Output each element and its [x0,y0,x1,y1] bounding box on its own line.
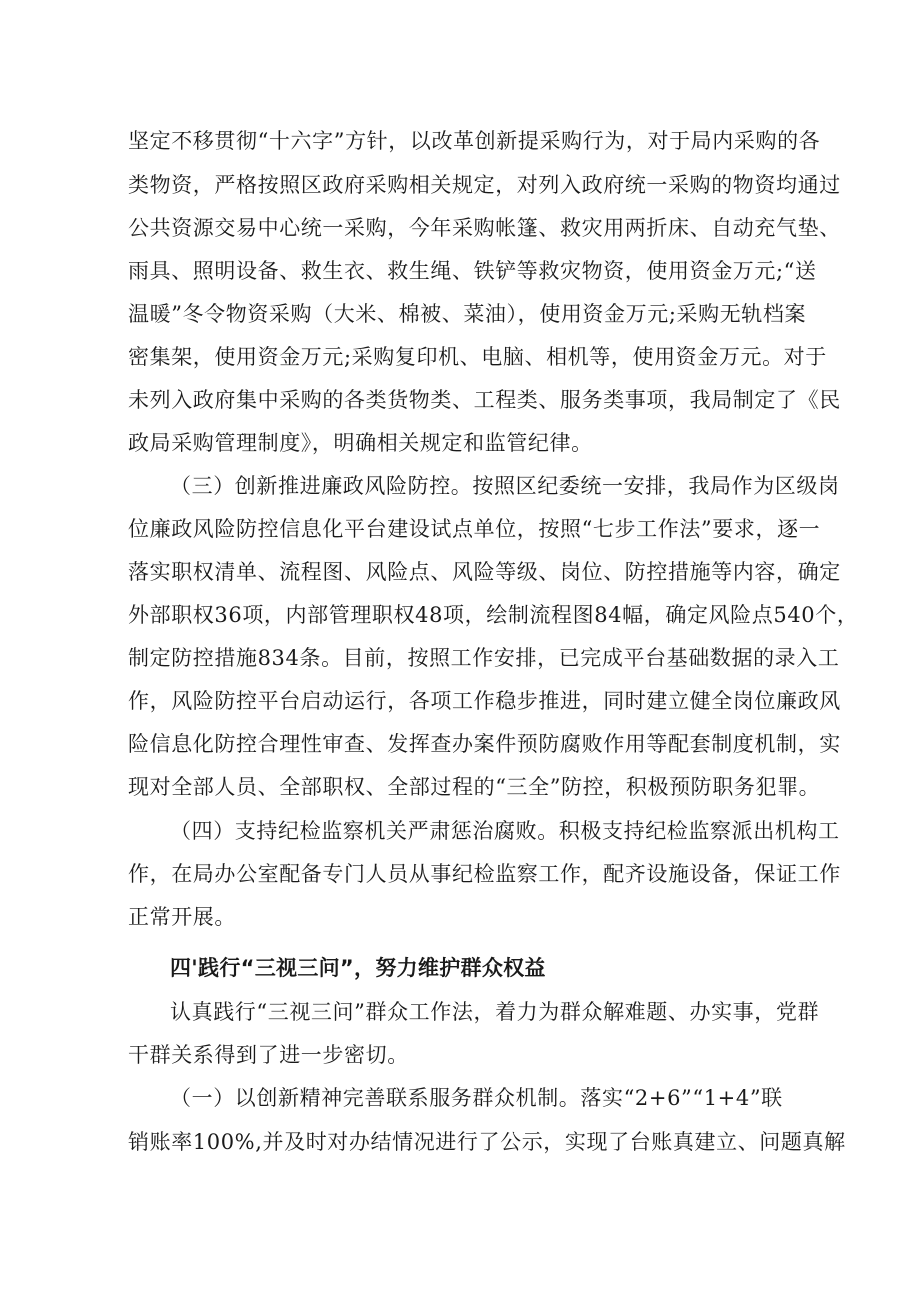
paragraph-line: 正常开展。 [128,905,236,929]
paragraph-line: 作，风险防控平台启动运行，各项工作稳步推进，同时建立健全岗位廉政风 [128,689,841,713]
paragraph-line: 类物资，严格按照区政府采购相关规定，对列入政府统一采购的物资均通过 [128,173,841,197]
section-heading: 四'践行“三视三问”，努力维护群众权益 [170,956,546,980]
paragraph-line: 险信息化防控合理性审查、发挥查办案件预防腐败作用等配套制度机制，实 [128,732,841,756]
paragraph-line: 现对全部人员、全部职权、全部过程的“三全”防控，积极预防职务犯罪。 [128,775,821,799]
paragraph-line: 干群关系得到了进一步密切。 [128,1043,409,1067]
paragraph-line: 雨具、照明设备、救生衣、救生绳、铁铲等救灾物资，使用资金万元;“送 [128,259,817,283]
paragraph-line: 密集架，使用资金万元;采购复印机、电脑、相机等，使用资金万元。对于 [128,345,827,369]
paragraph-line: 销账率100%,并及时对办结情况进行了公示，实现了台账真建立、问题真解 [128,1130,846,1154]
paragraph-line: 作，在局办公室配备专门人员从事纪检监察工作，配齐设施设备，保证工作 [128,862,841,886]
section-paragraph-start: 认真践行“三视三问”群众工作法，着力为群众解难题、办实事，党群 [170,1000,820,1024]
paragraph-line: 坚定不移贯彻“十六字”方针，以改革创新提采购行为，对于局内采购的各 [128,129,821,153]
paragraph-line: 落实职权清单、流程图、风险点、风险等级、岗位、防控措施等内容，确定 [128,560,841,584]
paragraph-line: 外部职权36项，内部管理职权48项，绘制流程图84幅，确定风险点540个， [128,603,859,627]
paragraph-line: 位廉政风险防控信息化平台建设试点单位，按照“七步工作法”要求，逐一 [128,517,821,541]
section-paragraph-start: （一）以创新精神完善联系服务群众机制。落实“2+6”“1+4”联 [170,1086,783,1110]
paragraph-line: 未列入政府集中采购的各类货物类、工程类、服务类事项，我局制定了《民 [128,388,841,412]
paragraph-line: 政局采购管理制度》，明确相关规定和监管纪律。 [128,431,593,455]
paragraph-line: 温暖”冬令物资采购（大米、棉被、菜油），使用资金万元;采购无轨档案 [128,302,807,326]
paragraph-line: 制定防控措施834条。目前，按照工作安排，已完成平台基础数据的录入工 [128,646,840,670]
section-paragraph-start: （四）支持纪检监察机关严肃惩治腐败。积极支持纪检监察派出机构工 [170,819,840,843]
section-paragraph-start: （三）创新推进廉政风险防控。按照区纪委统一安排，我局作为区级岗 [170,474,840,498]
paragraph-line: 公共资源交易中心统一采购，今年采购帐篷、救灾用两折床、自动充气垫、 [128,216,841,240]
